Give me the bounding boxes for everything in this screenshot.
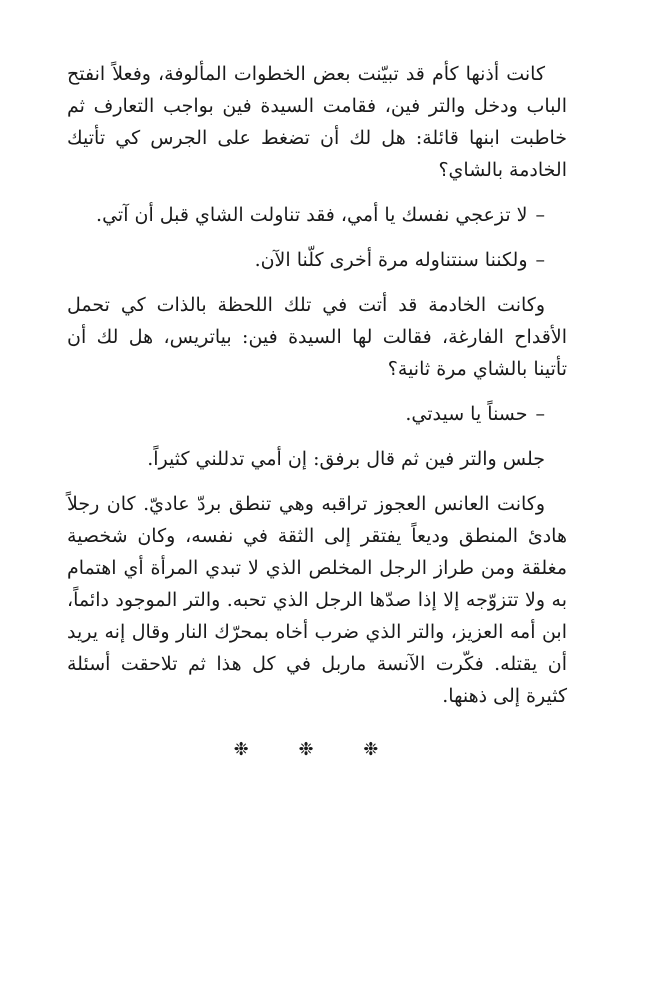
dialog-line-1: [67, 199, 567, 231]
dialog-dash: –: [535, 249, 545, 271]
dialog-dash: –: [535, 403, 545, 425]
dialog-text: لا تزعجي نفسك يا أمي، فقد تناولت الشاي قبل أن آتي.: [96, 204, 528, 226]
section-separator: ❉ ❉ ❉: [233, 739, 401, 760]
paragraph-1: كانت أذنها كأم قد تبيّنت بعض الخطوات المألوفة، وفعلاً انفتح الباب ودخل والتر فين، فقامت السيدة فين بواجب التعارف ثم خاطبت ابنها قائلة: هل لك أن تضغط على الجرس كي تأتيك الخادمة بالشاي؟: [67, 63, 567, 181]
dialog-text: ولكننا سنتناوله مرة أخرى كلّنا الآن.: [254, 249, 528, 271]
dialog-line-3: [67, 398, 567, 430]
paragraph-3: جلس والتر فين ثم قال برفق: إن أمي تدللني كثيراً.: [147, 448, 545, 470]
paragraph-4: وكانت العانس العجوز تراقبه وهي تنطق بردّ عاديّ. كان رجلاً هادئ المنطق وديعاً يفتقر إلى الثقة في نفسه، وكان شخصية مغلقة ومن طراز الرجل المخلص الذي لا تبدي المرأة أي اهتمام به ولا تتزوّجه إلا إذا صدّها الرجل الذي تحبه. والتر الموجود دائماً، ابن أمه العزيز، والتر الذي ضرب أخاه بمحرّك النار وقال إنه يريد أن يقتله. فكّرت الآنسة ماربل في كل هذا ثم تلاحقت أسئلة كثيرة إلى ذهنها.: [67, 493, 567, 707]
dialog-dash: –: [535, 204, 545, 226]
book-page: [67, 58, 567, 766]
paragraph-2: وكانت الخادمة قد أتت في تلك اللحظة بالذات كي تحمل الأقداح الفارغة، فقالت لها السيدة فين: بياتريس، هل لك أن تأتينا بالشاي مرة ثانية؟: [67, 294, 567, 380]
dialog-text: حسناً يا سيدتي.: [405, 403, 528, 425]
dialog-line-2: [67, 244, 567, 276]
